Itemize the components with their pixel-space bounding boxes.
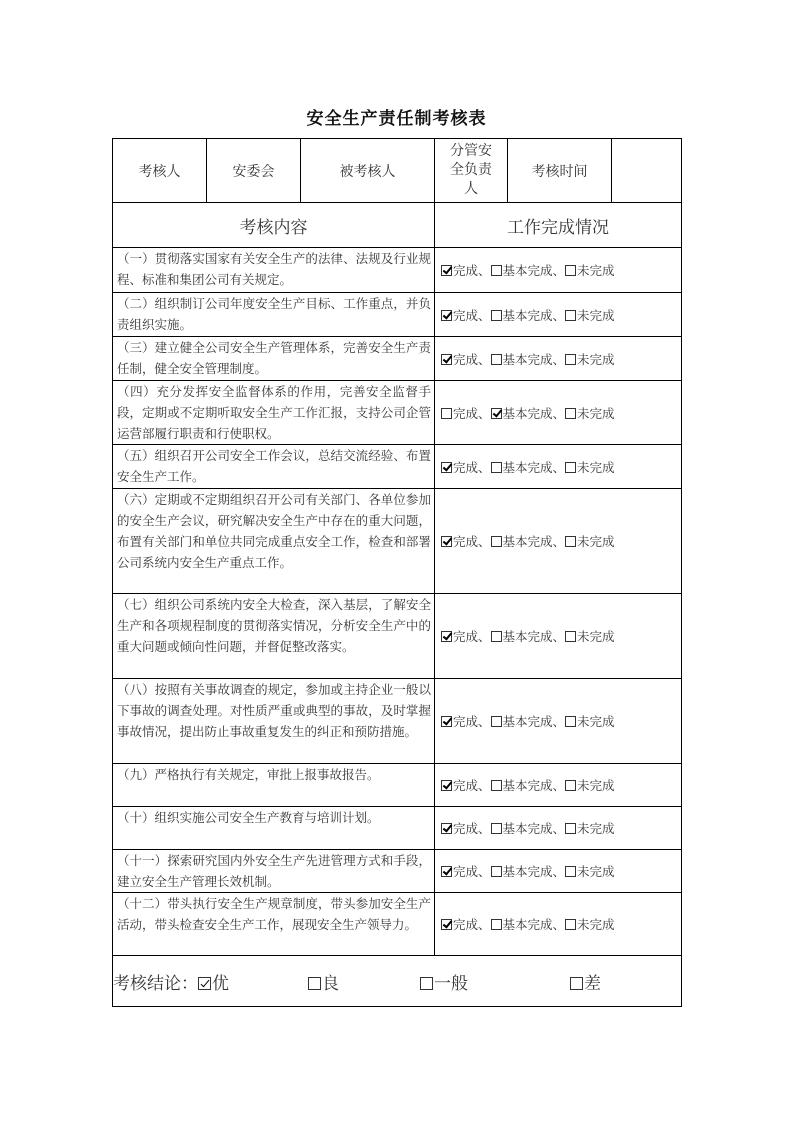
table-row: [113, 850, 682, 893]
unchecked-box-icon[interactable]: [491, 462, 502, 473]
item-status: [435, 893, 682, 956]
item-content: （六）定期或不定期组织召开公司有关部门、各单位参加的安全生产会议，研究解决安全生产中存在的重大问题，布置有关部门和单位共同完成重点安全工作，检查和部署公司系统内安全生产重点工作。: [113, 489, 435, 594]
not-done-option[interactable]: [565, 406, 615, 421]
basic-label: 基本完成、: [502, 917, 566, 932]
item-content: （十）组织实施公司安全生产教育与培训计划。: [113, 807, 435, 850]
unchecked-box-icon[interactable]: [441, 408, 452, 419]
conclusion-option[interactable]: [570, 969, 630, 994]
checked-box-icon[interactable]: [441, 866, 452, 877]
unchecked-box-icon[interactable]: [491, 823, 502, 834]
unchecked-box-icon[interactable]: [565, 536, 576, 547]
done-label: 完成、: [453, 405, 491, 421]
unchecked-box-icon[interactable]: [491, 354, 502, 365]
done-label: 完成、: [453, 778, 491, 793]
unchecked-box-icon[interactable]: [565, 780, 576, 791]
conclusion-label: 考核结论：: [113, 973, 198, 994]
unchecked-box-icon[interactable]: [565, 408, 576, 419]
unchecked-box-icon[interactable]: [565, 462, 576, 473]
item-content: （四）充分发挥安全监督体系的作用，完善安全监督手段，定期或不定期听取安全生产工作汇报，支持公司企管运营部履行职责和行使职权。: [113, 381, 435, 445]
basic-option[interactable]: [491, 864, 566, 879]
table-row: [113, 445, 682, 489]
item-status: [435, 594, 682, 679]
unchecked-box-icon[interactable]: [565, 310, 576, 321]
done-label: 完成、: [453, 307, 491, 323]
done-label: 完成、: [453, 351, 491, 367]
assessee-value-text: 分管安全负责人: [449, 143, 492, 197]
conclusion-option[interactable]: [198, 969, 308, 994]
done-option[interactable]: [441, 821, 491, 836]
unchecked-box-icon[interactable]: [565, 265, 576, 276]
basic-option[interactable]: [491, 534, 566, 549]
content-header: 考核内容: [113, 203, 435, 248]
checked-box-icon[interactable]: [441, 716, 452, 727]
assessor-value[interactable]: 安委会: [207, 139, 301, 203]
basic-label: 基本完成、: [502, 714, 566, 729]
not-done-label: 未完成: [577, 534, 615, 549]
conclusion-row: [113, 956, 682, 1007]
table-row: [113, 893, 682, 956]
checked-box-icon[interactable]: [441, 354, 452, 365]
done-option[interactable]: [441, 460, 491, 475]
conclusion-cell: [113, 956, 682, 1007]
not-done-option[interactable]: [565, 821, 615, 836]
done-label: 完成、: [453, 821, 491, 836]
not-done-label: 未完成: [577, 307, 615, 323]
done-option[interactable]: [441, 917, 491, 932]
not-done-label: 未完成: [577, 405, 615, 421]
item-status: [435, 337, 682, 381]
basic-label: 基本完成、: [502, 307, 566, 323]
item-content: （八）按照有关事故调查的规定，参加或主持企业一般以下事故的调查处理。对性质严重或典型的事故，及时掌握事故情况，提出防止事故重复发生的纠正和预防措施。: [113, 679, 435, 764]
assessment-table: [112, 138, 682, 1007]
done-option[interactable]: [441, 714, 491, 729]
done-option[interactable]: [441, 308, 491, 323]
done-option[interactable]: [441, 629, 491, 644]
done-option[interactable]: [441, 263, 491, 278]
conclusion-option[interactable]: [420, 969, 570, 994]
done-option[interactable]: [441, 352, 491, 367]
checked-box-icon[interactable]: [441, 919, 452, 930]
done-option[interactable]: [441, 864, 491, 879]
basic-option[interactable]: [491, 629, 566, 644]
not-done-label: 未完成: [577, 714, 615, 729]
not-done-option[interactable]: [565, 352, 615, 367]
item-status: [435, 764, 682, 807]
not-done-label: 未完成: [577, 917, 615, 932]
item-content: （七）组织公司系统内安全大检查，深入基层，了解安全生产和各项规程制度的贯彻落实情况，分析安全生产中的重大问题或倾向性问题，并督促整改落实。: [113, 594, 435, 679]
not-done-option[interactable]: [565, 263, 615, 278]
unchecked-box-icon[interactable]: [491, 265, 502, 276]
checked-box-icon[interactable]: [441, 780, 452, 791]
item-status: [435, 489, 682, 594]
not-done-label: 未完成: [577, 263, 615, 278]
form-title: 安全生产责任制考核表: [306, 109, 487, 129]
unchecked-box-icon[interactable]: [491, 780, 502, 791]
not-done-option[interactable]: [565, 460, 615, 475]
done-label: 完成、: [453, 459, 491, 475]
item-content: （十一）探索研究国内外安全生产先进管理方式和手段，建立安全生产管理长效机制。: [113, 850, 435, 893]
item-status: [435, 445, 682, 489]
conclusion-option-label: 优: [212, 973, 229, 994]
not-done-option[interactable]: [565, 534, 615, 549]
not-done-option[interactable]: [565, 308, 615, 323]
basic-label: 基本完成、: [502, 351, 566, 367]
basic-option[interactable]: [491, 308, 566, 323]
assessee-label: 被考核人: [301, 139, 435, 203]
item-status: [435, 807, 682, 850]
checked-box-icon[interactable]: [441, 462, 452, 473]
done-label: 完成、: [453, 534, 491, 549]
checked-box-icon[interactable]: [441, 536, 452, 547]
basic-label: 基本完成、: [502, 778, 566, 793]
item-status: [435, 850, 682, 893]
table-row: [113, 679, 682, 764]
unchecked-box-icon[interactable]: [565, 823, 576, 834]
assessor-label: 考核人: [113, 139, 207, 203]
unchecked-box-icon[interactable]: [565, 716, 576, 727]
item-content: （九）严格执行有关规定，审批上报事故报告。: [113, 764, 435, 807]
unchecked-box-icon[interactable]: [308, 977, 321, 990]
basic-label: 基本完成、: [502, 263, 566, 278]
not-done-label: 未完成: [577, 778, 615, 793]
not-done-option[interactable]: [565, 714, 615, 729]
table-row: [113, 337, 682, 381]
not-done-option[interactable]: [565, 917, 615, 932]
not-done-label: 未完成: [577, 459, 615, 475]
item-status: [435, 248, 682, 293]
not-done-label: 未完成: [577, 629, 615, 644]
item-status: [435, 293, 682, 337]
unchecked-box-icon[interactable]: [491, 919, 502, 930]
basic-label: 基本完成、: [502, 864, 566, 879]
item-status: [435, 679, 682, 764]
done-label: 完成、: [453, 917, 491, 932]
basic-label: 基本完成、: [502, 405, 566, 421]
basic-label: 基本完成、: [502, 821, 566, 836]
conclusion-option-label: 良: [322, 973, 339, 994]
unchecked-box-icon[interactable]: [565, 866, 576, 877]
done-label: 完成、: [453, 714, 491, 729]
unchecked-box-icon[interactable]: [491, 716, 502, 727]
table-row: [113, 807, 682, 850]
header-row: [113, 139, 682, 203]
item-content: （十二）带头执行安全生产规章制度，带头参加安全生产活动，带头检查安全生产工作，展现安全生产领导力。: [113, 893, 435, 956]
item-content: （五）组织召开公司安全工作会议，总结交流经验、布置安全生产工作。: [113, 445, 435, 489]
basic-option[interactable]: [491, 263, 566, 278]
unchecked-box-icon[interactable]: [491, 536, 502, 547]
checked-box-icon[interactable]: [441, 823, 452, 834]
unchecked-box-icon[interactable]: [491, 631, 502, 642]
unchecked-box-icon[interactable]: [565, 354, 576, 365]
basic-option[interactable]: [491, 352, 566, 367]
item-content: （二）组织制订公司年度安全生产目标、工作重点，并负责组织实施。: [113, 293, 435, 337]
done-option[interactable]: [441, 406, 491, 421]
checked-box-icon[interactable]: [441, 265, 452, 276]
not-done-option[interactable]: [565, 778, 615, 793]
unchecked-box-icon[interactable]: [565, 631, 576, 642]
conclusion-option[interactable]: [308, 969, 420, 994]
conclusion-option-label: 一般: [434, 973, 468, 994]
section-header-row: [113, 203, 682, 248]
basic-option[interactable]: [491, 460, 566, 475]
table-row: [113, 293, 682, 337]
checked-box-icon[interactable]: [441, 310, 452, 321]
table-row: [113, 381, 682, 445]
done-label: 完成、: [453, 629, 491, 644]
basic-option[interactable]: [491, 917, 566, 932]
checked-box-icon[interactable]: [198, 977, 211, 990]
unchecked-box-icon[interactable]: [565, 919, 576, 930]
done-option[interactable]: [441, 534, 491, 549]
time-label: 考核时间: [508, 139, 612, 203]
conclusion-option-label: 差: [584, 973, 601, 994]
done-label: 完成、: [453, 864, 491, 879]
not-done-option[interactable]: [565, 864, 615, 879]
table-row: [113, 489, 682, 594]
not-done-option[interactable]: [565, 629, 615, 644]
table-row: [113, 248, 682, 293]
assessee-value[interactable]: [435, 139, 508, 203]
table-row: [113, 764, 682, 807]
item-status: [435, 381, 682, 445]
done-option[interactable]: [441, 778, 491, 793]
basic-option[interactable]: [491, 778, 566, 793]
time-value[interactable]: [612, 139, 682, 203]
not-done-label: 未完成: [577, 821, 615, 836]
item-content: （一）贯彻落实国家有关安全生产的法律、法规及行业规程、标准和集团公司有关规定。: [113, 248, 435, 293]
unchecked-box-icon[interactable]: [491, 866, 502, 877]
basic-option[interactable]: [491, 406, 566, 421]
unchecked-box-icon[interactable]: [570, 977, 583, 990]
not-done-label: 未完成: [577, 864, 615, 879]
basic-label: 基本完成、: [502, 534, 566, 549]
not-done-label: 未完成: [577, 351, 615, 367]
checked-box-icon[interactable]: [491, 408, 502, 419]
basic-option[interactable]: [491, 821, 566, 836]
unchecked-box-icon[interactable]: [491, 310, 502, 321]
unchecked-box-icon[interactable]: [420, 977, 433, 990]
status-header: 工作完成情况: [435, 203, 682, 248]
basic-option[interactable]: [491, 714, 566, 729]
item-content: （三）建立健全公司安全生产管理体系，完善安全生产责任制，健全安全管理制度。: [113, 337, 435, 381]
basic-label: 基本完成、: [502, 459, 566, 475]
done-label: 完成、: [453, 263, 491, 278]
checked-box-icon[interactable]: [441, 631, 452, 642]
table-row: [113, 594, 682, 679]
basic-label: 基本完成、: [502, 629, 566, 644]
